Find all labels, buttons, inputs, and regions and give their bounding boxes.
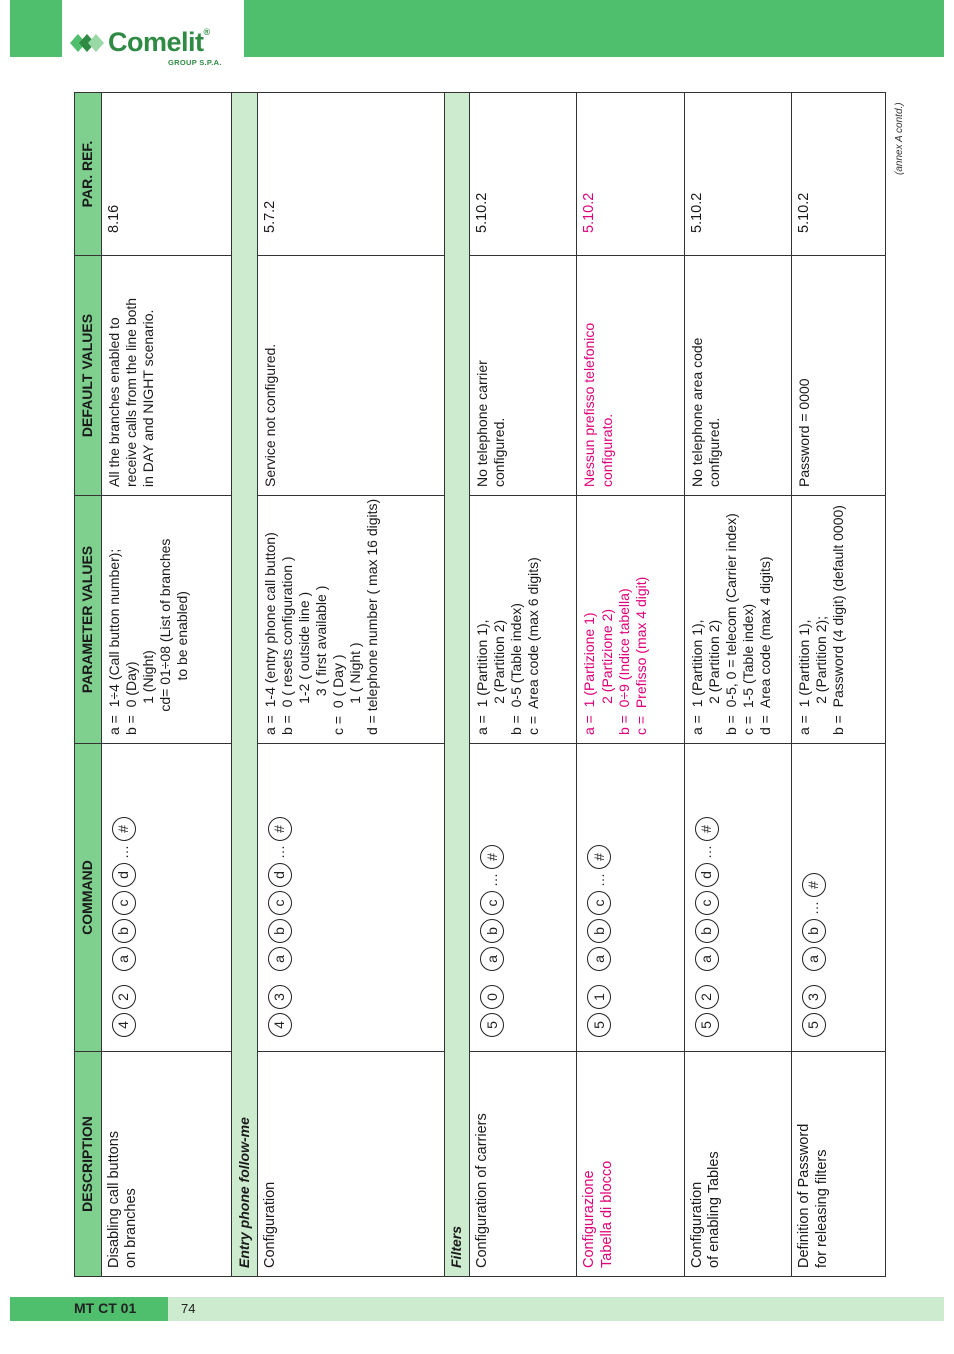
- header-description: DESCRIPTION: [75, 1052, 102, 1277]
- parameter-values-text: a = 1÷4 (Call button number); b = 0 (Day) 1 (Night) cd= 01÷08 (List of branches to be enabled): [105, 538, 190, 735]
- parameter-values-cell: [684, 496, 791, 744]
- par-ref-cell: 5.10.2: [470, 93, 577, 256]
- key-variable: a: [480, 947, 504, 971]
- command-cell: [791, 744, 885, 1052]
- table-row: [791, 93, 885, 1277]
- table-body: [101, 93, 885, 1277]
- default-values-text: Service not configured.: [261, 343, 278, 487]
- parameter-values-cell: [470, 496, 577, 744]
- header-par-ref: PAR. REF.: [75, 93, 102, 256]
- key-variable: b: [268, 919, 292, 943]
- key-hash: #: [268, 817, 292, 841]
- key-variable: a: [695, 947, 719, 971]
- ellipsis: …: [115, 845, 131, 859]
- header-command: COMMAND: [75, 744, 102, 1052]
- parameter-values-cell: [101, 496, 232, 744]
- command-cell: [470, 744, 577, 1052]
- ellipsis: …: [805, 901, 822, 915]
- key-variable: b: [695, 919, 719, 943]
- description-text: Definition of Password for releasing filters: [795, 1123, 830, 1268]
- doc-code: MT CT 01: [74, 1300, 137, 1316]
- key-variable: b: [480, 919, 504, 943]
- par-ref-cell: 5.10.2: [684, 93, 791, 256]
- default-values-cell: [101, 256, 232, 496]
- command-sequence: [581, 752, 611, 1043]
- parameter-values-text: a = 1 (Partition 1), 2 (Partition 2); b = Password (4 digit) (default 0000): [795, 505, 847, 735]
- description-text: Configurazione Tabella di blocco: [581, 1160, 616, 1268]
- section-row: [232, 93, 258, 1277]
- command-cell: [257, 744, 444, 1052]
- par-ref-cell: 5.10.2: [791, 93, 885, 256]
- section-row: [444, 93, 470, 1277]
- key-variable: a: [268, 947, 292, 971]
- key-variable: c: [112, 891, 136, 915]
- section-title: Entry phone follow-me: [232, 93, 258, 1277]
- default-values-text: No telephone area code configured.: [688, 337, 722, 487]
- key-digit: 4: [268, 1013, 292, 1037]
- header-parameter-values: PARAMETER VALUES: [75, 496, 102, 744]
- ellipsis: …: [483, 873, 500, 887]
- default-values-text: No telephone carrier configured.: [474, 360, 508, 487]
- parameter-values-cell: [791, 496, 885, 744]
- par-ref-cell: 5.10.2: [577, 93, 684, 256]
- parameter-values-text: a = 1-4 (entry phone call button) b = 0 ( resets configuration ) 1-2 ( outside line ) 3 ( first available ) c = 0 ( Day ) 1 ( Night ) d = telephone number ( max 16 digits): [261, 498, 381, 735]
- command-sequence: [689, 752, 719, 1043]
- key-variable: d: [695, 863, 719, 887]
- ellipsis: …: [590, 873, 607, 887]
- key-variable: d: [112, 863, 136, 887]
- default-values-cell: [684, 256, 791, 496]
- key-variable: b: [802, 919, 826, 943]
- default-values-cell: [257, 256, 444, 496]
- parameter-values-text: a = 1 (Partizione 1) 2 (Partizione 2) b = 0÷9 (Indice tabella) c = Prefisso (max 4 digit): [581, 576, 649, 735]
- table-row: [470, 93, 577, 1277]
- description-cell: [577, 1052, 684, 1277]
- key-digit: 2: [695, 985, 719, 1009]
- description-text: Configuration of carriers: [474, 1113, 491, 1268]
- default-values-text: Password = 0000: [795, 378, 812, 487]
- command-cell: [684, 744, 791, 1052]
- ellipsis: …: [271, 845, 288, 859]
- description-text: Configuration: [261, 1181, 278, 1268]
- par-ref-cell: 8.16: [101, 93, 232, 256]
- key-hash: #: [112, 817, 136, 841]
- brand-subtitle: GROUP S.P.A.: [168, 58, 222, 67]
- parameter-values-text: a = 1 (Partition 1), 2 (Partition 2) b = 0-5, 0 = telecom (Carrier index) c = 1-5 (Table index) d = Area code (max 4 digits): [688, 513, 774, 735]
- default-values-text: All the branches enabled to receive calls from the line both in DAY and NIGHT scenario.: [105, 297, 156, 487]
- key-digit: 3: [802, 985, 826, 1009]
- default-values-cell: [791, 256, 885, 496]
- key-digit: 0: [480, 985, 504, 1009]
- table-row: [257, 93, 444, 1277]
- table-row: [577, 93, 684, 1277]
- table-row: [684, 93, 791, 1277]
- key-variable: a: [802, 947, 826, 971]
- key-digit: 4: [112, 1013, 136, 1037]
- key-digit: 2: [112, 985, 136, 1009]
- command-sequence: [474, 752, 504, 1043]
- key-variable: a: [587, 947, 611, 971]
- parameter-table: [74, 92, 886, 1277]
- table-header-row: [75, 93, 102, 1277]
- logo: [62, 0, 244, 70]
- key-variable: d: [268, 863, 292, 887]
- description-cell: [101, 1052, 232, 1277]
- description-cell: [257, 1052, 444, 1277]
- command-cell: [101, 744, 232, 1052]
- default-values-text: Nessun prefisso telefonico configurato.: [581, 322, 615, 487]
- key-variable: c: [695, 891, 719, 915]
- command-cell: [577, 744, 684, 1052]
- key-variable: b: [112, 919, 136, 943]
- key-digit: 1: [587, 985, 611, 1009]
- section-title: Filters: [444, 93, 470, 1277]
- key-digit: 3: [268, 985, 292, 1009]
- brand-name: Comelit®: [108, 27, 210, 57]
- description-cell: [684, 1052, 791, 1277]
- parameter-values-cell: [257, 496, 444, 744]
- key-digit: 5: [802, 1013, 826, 1037]
- parameter-values-cell: [577, 496, 684, 744]
- key-digit: 5: [587, 1013, 611, 1037]
- key-variable: c: [480, 891, 504, 915]
- description-cell: [791, 1052, 885, 1277]
- description-text: Configuration of enabling Tables: [688, 1151, 723, 1268]
- description-cell: [470, 1052, 577, 1277]
- default-values-cell: [577, 256, 684, 496]
- key-digit: 5: [695, 1013, 719, 1037]
- annex-note: (annex A contd.): [894, 102, 905, 175]
- default-values-cell: [470, 256, 577, 496]
- key-hash: #: [802, 873, 826, 897]
- description-text: Disabling call buttons on branches: [105, 1130, 140, 1268]
- comelit-logo-icon: [70, 30, 104, 56]
- ellipsis: …: [698, 845, 715, 859]
- key-hash: #: [695, 817, 719, 841]
- parameter-table-wrapper: [74, 93, 886, 1277]
- table-row: [101, 93, 232, 1277]
- header-default-values: DEFAULT VALUES: [75, 256, 102, 496]
- key-variable: a: [112, 947, 136, 971]
- key-hash: #: [587, 845, 611, 869]
- key-digit: 5: [480, 1013, 504, 1037]
- key-variable: c: [587, 891, 611, 915]
- command-sequence: [262, 752, 292, 1043]
- par-ref-cell: 5.7.2: [257, 93, 444, 256]
- command-sequence: [796, 752, 826, 1043]
- key-variable: b: [587, 919, 611, 943]
- page-number: 74: [181, 1301, 196, 1316]
- parameter-values-text: a = 1 (Partition 1), 2 (Partition 2) b = 0-5 (Table index) c = Area code (max 6 digits): [474, 557, 542, 735]
- key-hash: #: [480, 845, 504, 869]
- command-sequence: [106, 752, 136, 1043]
- key-variable: c: [268, 891, 292, 915]
